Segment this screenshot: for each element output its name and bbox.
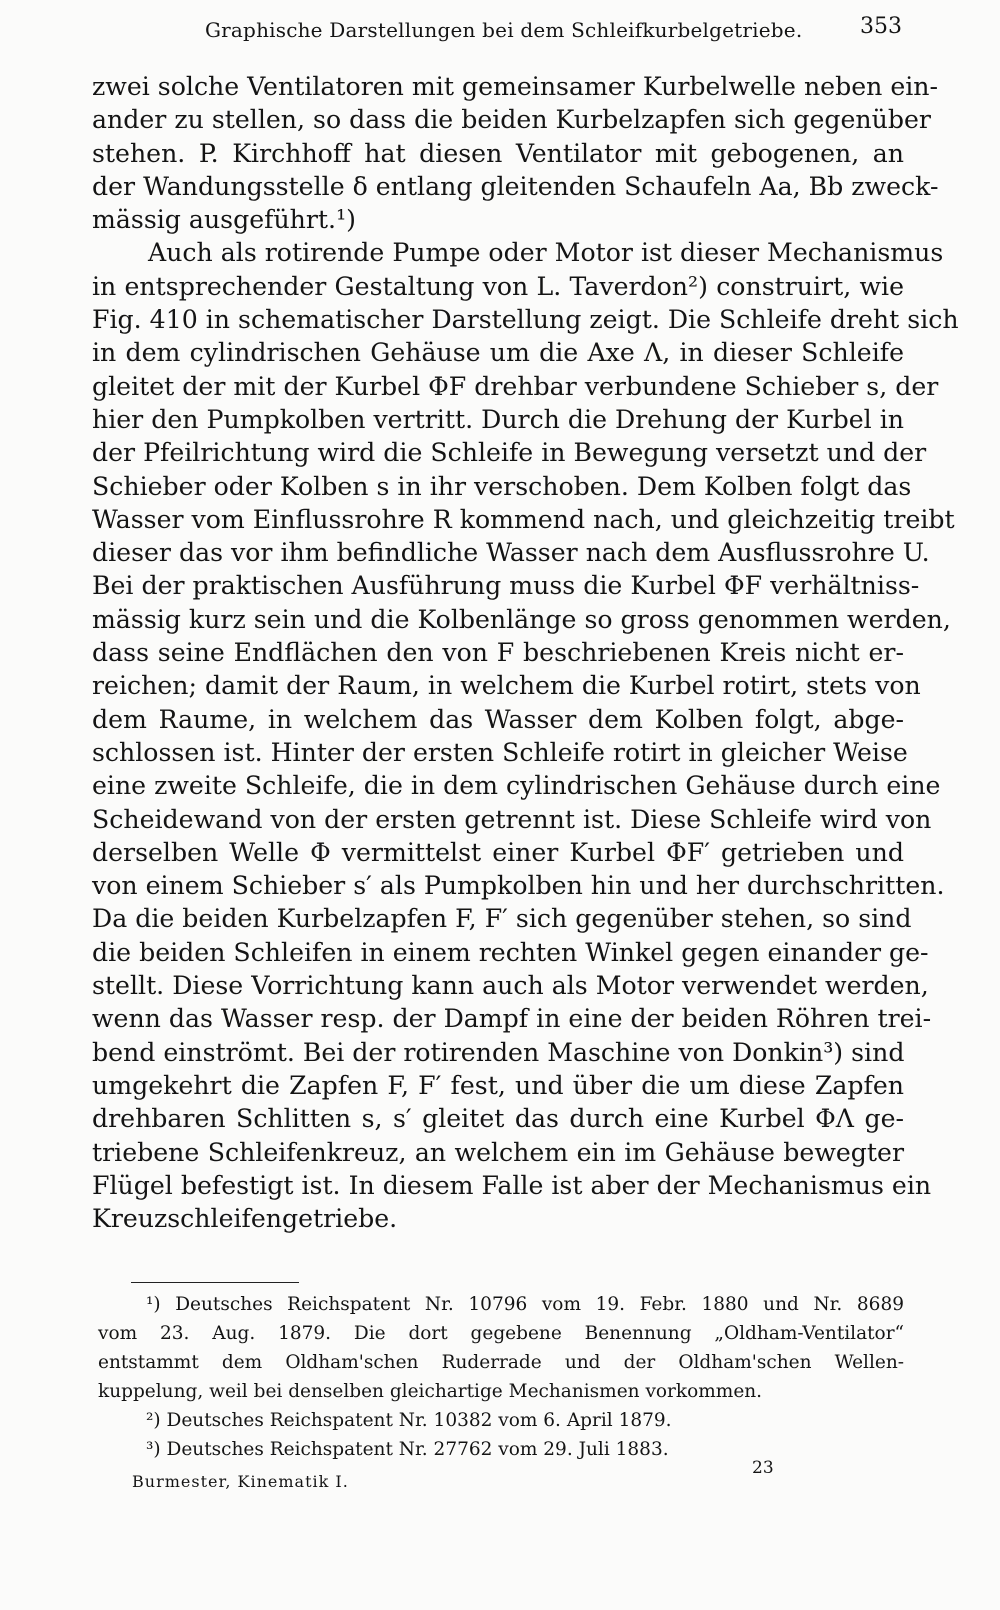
footnotes [98,1290,904,1464]
text-line: stellt. Diese Vorrichtung kann auch als Motor verwendet werden, [92,971,929,1001]
text-line: Bei der praktischen Ausführung muss die Kurbel ΦF verhältniss- [92,571,920,601]
main-text [92,70,959,1235]
text-line: Schieber oder Kolben s in ihr verschoben. Dem Kolben folgt das [92,471,912,501]
footnote-line: vom 23. Aug. 1879. Die dort gegebene Benennung „Oldham-Ventilator“ [98,1323,904,1344]
text-line: in dem cylindrischen Gehäuse um die Axe Λ, in dieser Schleife [92,338,904,368]
text-line: triebene Schleifenkreuz, an welchem ein im Gehäuse bewegter [92,1137,904,1167]
text-line: schlossen ist. Hinter der ersten Schleife rotirt in gleicher Weise [92,737,908,767]
text-line: ander zu stellen, so dass die beiden Kurbelzapfen sich gegenüber [92,105,931,135]
text-line: zwei solche Ventilatoren mit gemeinsamer Kurbelwelle neben ein- [92,72,939,101]
text-line: Scheidewand von der ersten getrennt ist. Diese Schleife wird von [92,804,932,834]
text-line: der Wandungsstelle δ entlang gleitenden Schaufeln Aa, Bb zweck- [92,171,939,201]
footnote-line: ¹) Deutsches Reichspatent Nr. 10796 vom 19. Febr. 1880 und Nr. 8689 [146,1294,904,1315]
text-line: eine zweite Schleife, die in dem cylindrischen Gehäuse durch eine [92,771,941,801]
text-line: Auch als rotirende Pumpe oder Motor ist dieser Mechanismus [148,238,944,268]
signature-number: 23 [752,1458,774,1478]
text-line: umgekehrt die Zapfen F, F′ fest, und über die um diese Zapfen [92,1070,904,1100]
text-line: die beiden Schleifen in einem rechten Winkel gegen einander ge- [92,937,929,967]
text-line: wenn das Wasser resp. der Dampf in eine der beiden Röhren trei- [92,1004,932,1034]
text-line: Wasser vom Einflussrohre R kommend nach, und gleichzeitig treibt [92,504,955,534]
text-line: der Pfeilrichtung wird die Schleife in Bewegung versetzt und der [92,438,927,468]
text-line: von einem Schieber s′ als Pumpkolben hin und her durchschritten. [92,871,945,901]
footnote-line: ²) Deutsches Reichspatent Nr. 10382 vom 6. April 1879. [146,1410,672,1431]
text-line: dass seine Endflächen den von F beschriebenen Kreis nicht er- [92,638,904,668]
text-line: mässig kurz sein und die Kolbenlänge so gross genommen werden, [92,604,951,634]
footnote-line: ³) Deutsches Reichspatent Nr. 27762 vom 29. Juli 1883. [146,1439,669,1460]
text-line: hier den Pumpkolben vertritt. Durch die Drehung der Kurbel in [92,404,904,434]
text-line: Fig. 410 in schematischer Darstellung zeigt. Die Schleife dreht sich [92,305,959,335]
text-line: Kreuzschleifengetriebe. [92,1204,398,1234]
footnote-line: kuppelung, weil bei denselben gleichartige Mechanismen vorkommen. [98,1381,763,1402]
running-head: Graphische Darstellungen bei dem Schleifkurbelgetriebe. [205,18,803,42]
text-line: derselben Welle Φ vermittelst einer Kurbel ΦF′ getrieben und [92,837,904,867]
text-line: dem Raume, in welchem das Wasser dem Kolben folgt, abge- [92,704,904,734]
text-line: reichen; damit der Raum, in welchem die Kurbel rotirt, stets von [92,671,921,701]
page-number: 353 [860,14,902,39]
printer-signature: Burmester, Kinematik I. [132,1472,349,1491]
text-line: Da die beiden Kurbelzapfen F, F′ sich gegenüber stehen, so sind [92,904,912,934]
text-line: stehen. P. Kirchhoff hat diesen Ventilator mit gebogenen, an [92,138,904,168]
footnote-line: entstammt dem Oldham'schen Ruderrade und der Oldham'schen Wellen- [98,1352,904,1373]
text-line: drehbaren Schlitten s, s′ gleitet das durch eine Kurbel ΦΛ ge- [92,1104,904,1134]
text-line: in entsprechender Gestaltung von L. Taverdon²) construirt, wie [92,271,904,301]
footnote-rule [131,1282,299,1283]
text-line: dieser das vor ihm befindliche Wasser nach dem Ausflussrohre U. [92,538,930,568]
text-line: bend einströmt. Bei der rotirenden Maschine von Donkin³) sind [92,1037,905,1067]
text-line: gleitet der mit der Kurbel ΦF drehbar verbundene Schieber s, der [92,371,939,401]
text-line: Flügel befestigt ist. In diesem Falle ist aber der Mechanismus ein [92,1170,932,1200]
text-line: mässig ausgeführt.¹) [92,205,356,235]
